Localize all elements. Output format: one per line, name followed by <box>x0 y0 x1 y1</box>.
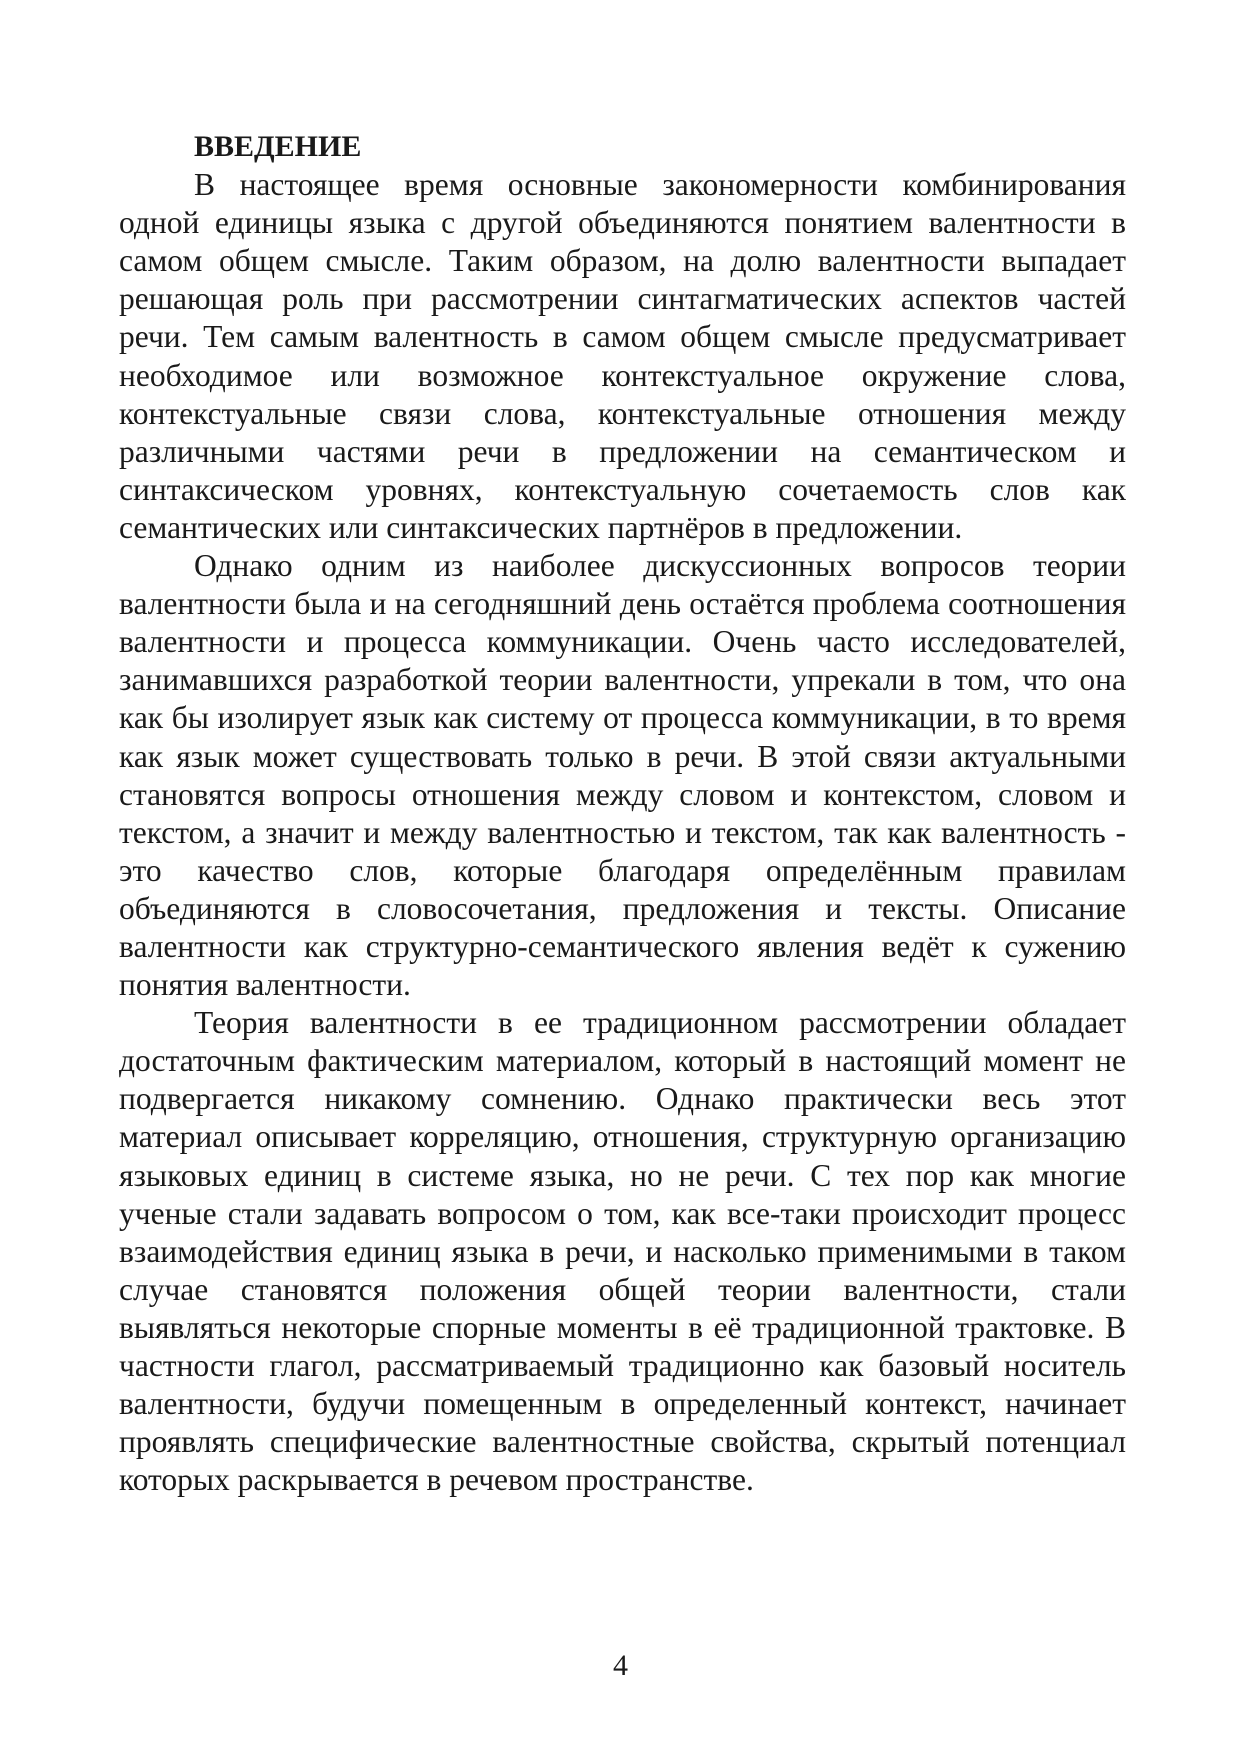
paragraph-3: Теория валентности в ее традиционном рассмотрении обладает достаточным фактическим материалом, который в настоящий момент не подвергается никакому сомнению. Однако практически весь этот материал описывает корреляцию, отношения, структурную организацию языковых единиц в системе языка, но не речи. С тех пор как многие ученые стали задавать вопросом о том, как все-таки происходит процесс взаимодействия единиц языка в речи, и насколько применимыми в таком случае становятся положения общей теории валентности, стали выявляться некоторые спорные моменты в её традиционной трактовке. В частности глагол, рассматриваемый традиционно как базовый носитель валентности, будучи помещенным в определенный контекст, начинает проявлять специфические валентностные свойства, скрытый потенциал которых раскрывается в речевом пространстве. <box>119 1005 1126 1498</box>
paragraph-1: В настоящее время основные закономерности комбинирования одной единицы языка с другой объединяются понятием валентности в самом общем смысле. Таким образом, на долю валентности выпадает решающая роль при рассмотрении синтагматических аспектов частей речи. Тем самым валентность в самом общем смысле предусматривает необходимое или возможное контекстуальное окружение слова, контекстуальные связи слова, контекстуальные отношения между различными частями речи в предложении на семантическом и синтаксическом уровнях, контекстуальную сочетаемость слов как семантических или синтаксических партнёров в предложении. <box>119 167 1126 545</box>
section-heading: ВВЕДЕНИЕ <box>194 130 362 163</box>
paragraph-2: Однако одним из наиболее дискуссионных вопросов теории валентности была и на сегодняшний день остаётся проблема соотношения валентности и процесса коммуникации. Очень часто исследователей, занимавшихся разработкой теории валентности, упрекали в том, что она как бы изолирует язык как систему от процесса коммуникации, в то время как язык может существовать только в речи. В этой связи актуальными становятся вопросы отношения между словом и контекстом, словом и текстом, а значит и между валентностью и текстом, так как валентность - это качество слов, которые благодаря определённым правилам объединяются в словосочетания, предложения и тексты. Описание валентности как структурно-семантического явления ведёт к сужению понятия валентности. <box>119 548 1126 1003</box>
page-body <box>119 128 1126 1499</box>
page-number: 4 <box>613 1649 628 1682</box>
